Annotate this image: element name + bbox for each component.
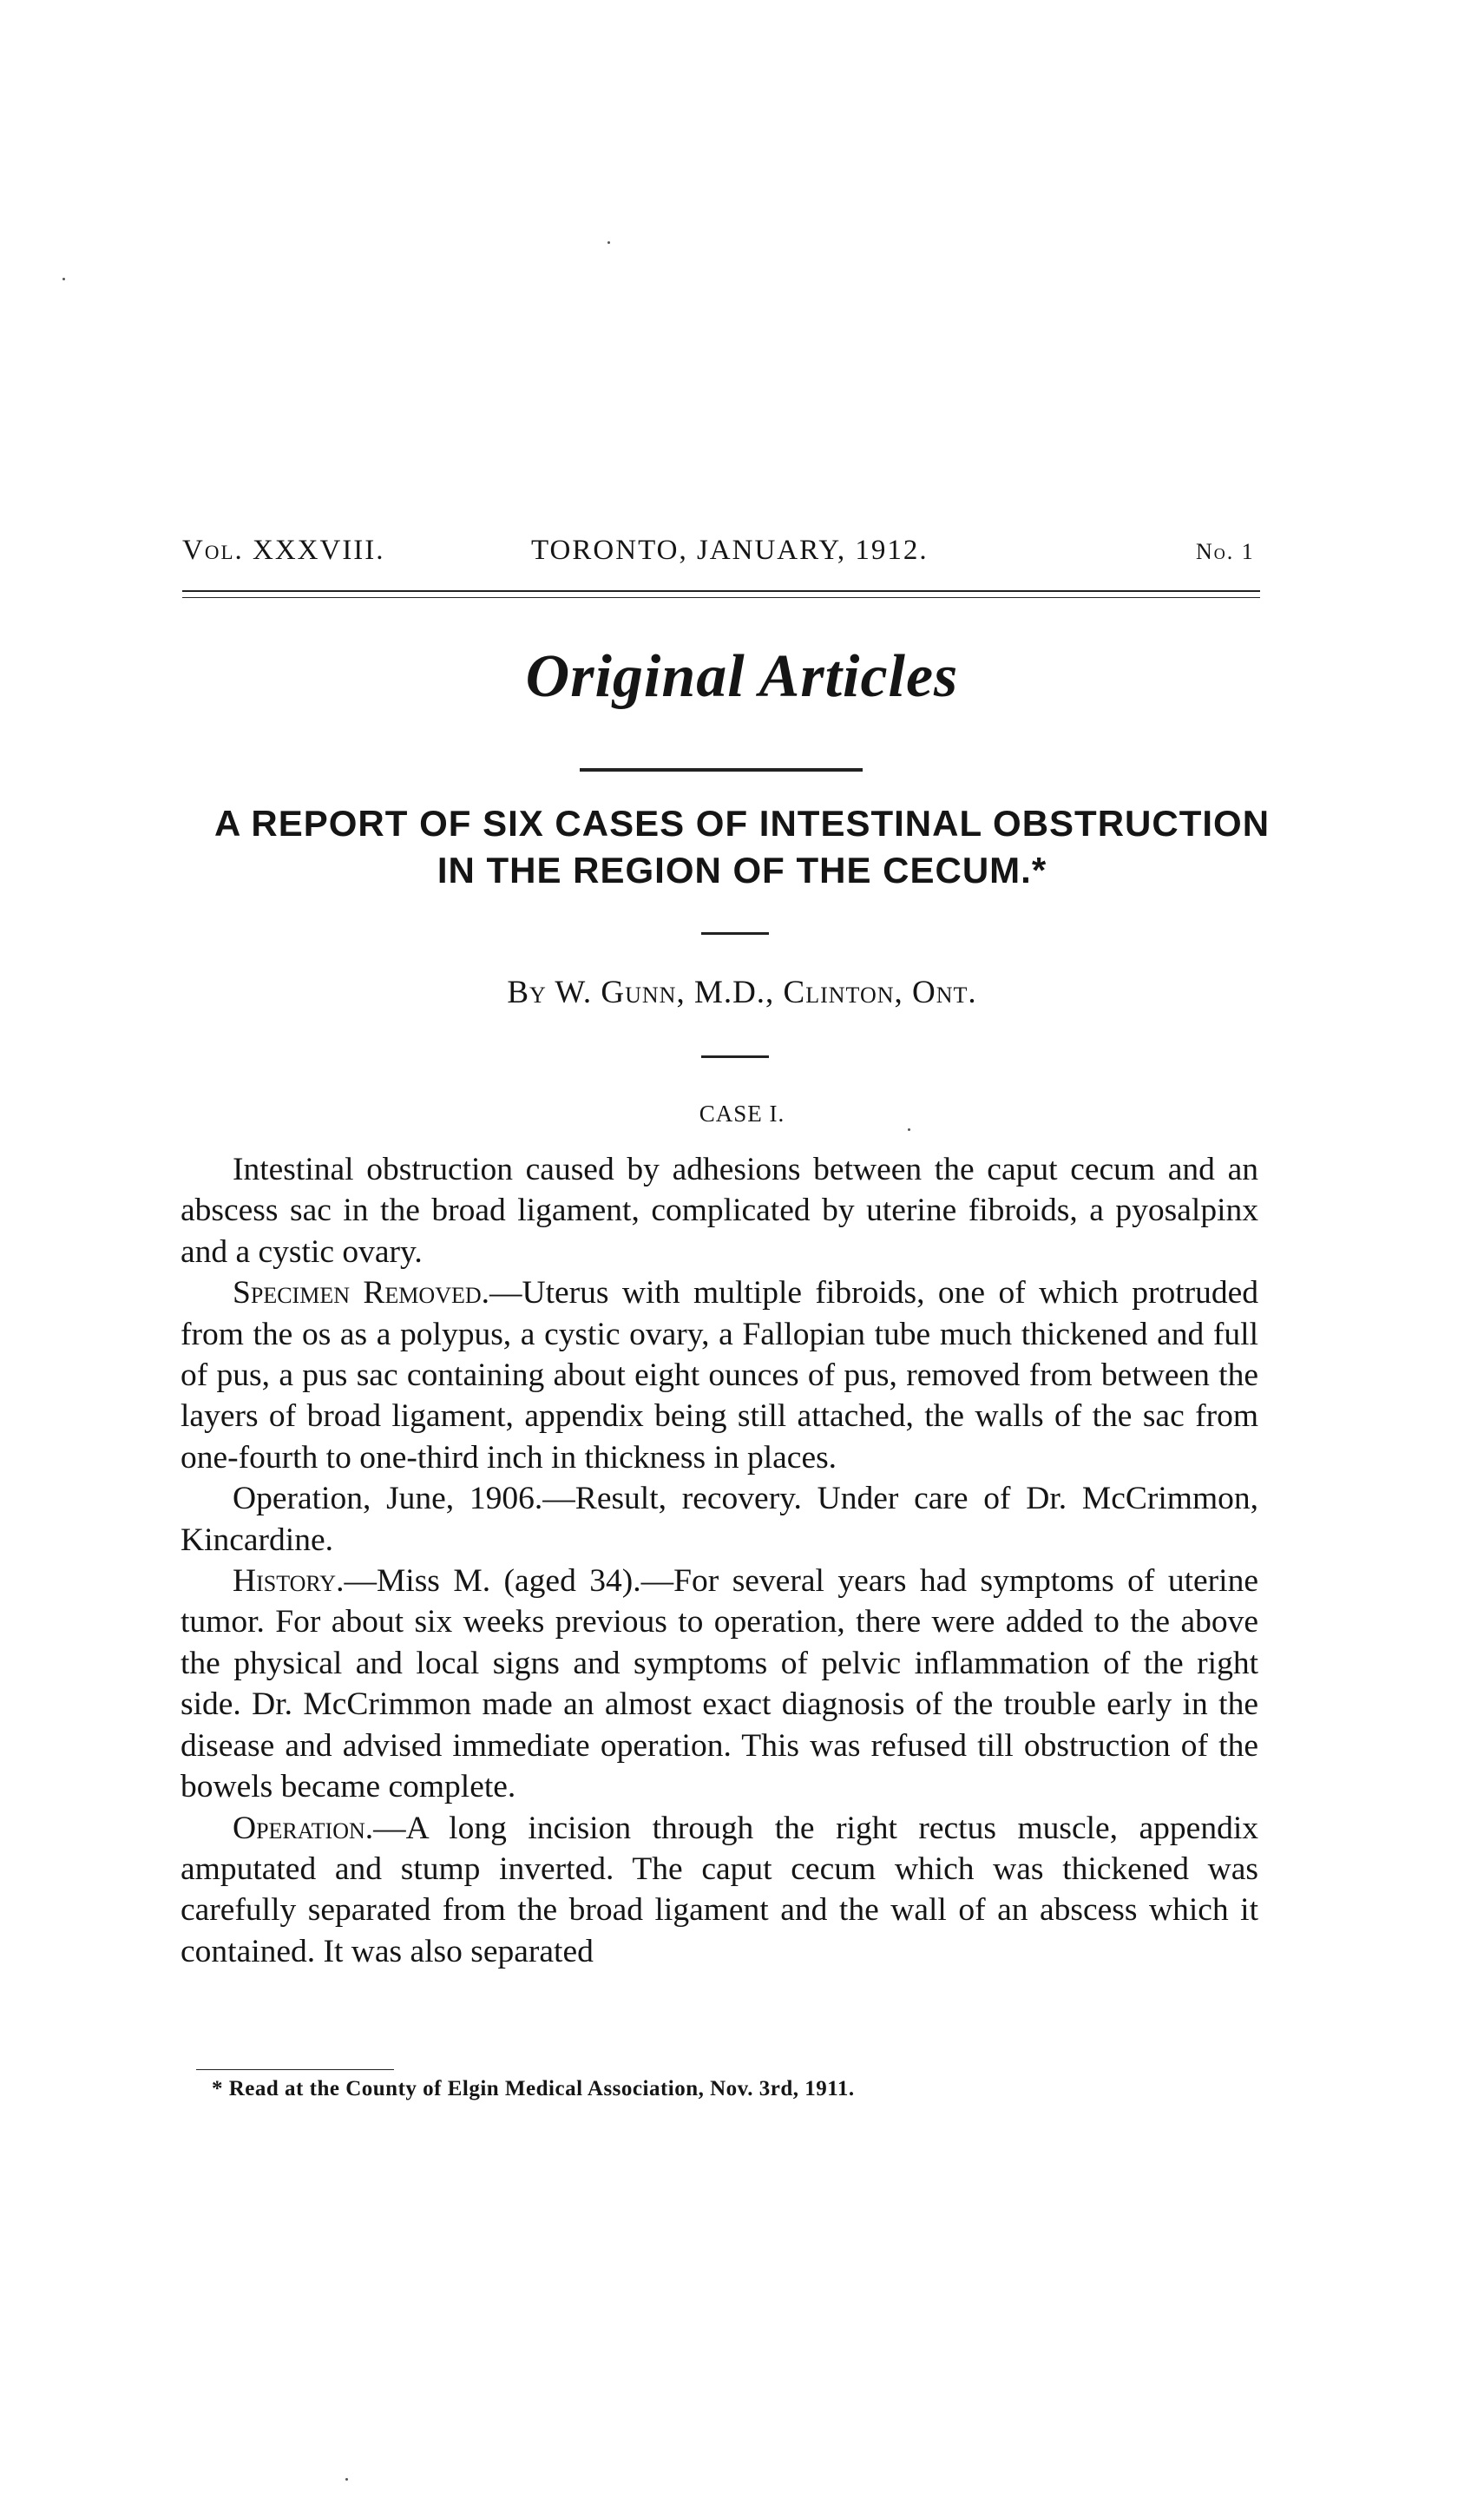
article-body <box>181 1149 1258 1972</box>
case-heading: CASE I. <box>699 1101 785 1127</box>
byline: By W. Gunn, M.D., Clinton, Ont. <box>507 975 977 1010</box>
history-label: History. <box>233 1563 345 1600</box>
scan-speck <box>607 241 610 244</box>
header-rule-bottom <box>182 597 1260 598</box>
footnote: * Read at the County of Elgin Medical Association, Nov. 3rd, 1911. <box>212 2077 855 2100</box>
intro-paragraph: Intestinal obstruction caused by adhesions between the caput cecum and an abscess sac in the broad ligament, complicated by uterine fibroids, a pyosalpinx and a cystic ovary. <box>181 1152 1258 1270</box>
volume-label: Vol. XXXVIII. <box>182 535 385 566</box>
section-title: Original Articles <box>525 643 959 710</box>
scan-speck <box>908 1128 910 1131</box>
specimen-label: Specimen Removed. <box>233 1275 490 1311</box>
scan-speck <box>345 2478 348 2481</box>
article-title <box>130 800 1354 894</box>
history-paragraph <box>181 1561 1258 1807</box>
title-rule <box>580 768 863 772</box>
operation-paragraph <box>181 1808 1258 1973</box>
article-title-line2: IN THE REGION OF THE CECUM.* <box>437 850 1047 891</box>
scan-speck <box>62 278 65 280</box>
operation-text: —A long incision through the right rectus muscle, appendix amputated and stump inverted. The caput cecum which was thickened was carefully separated from the broad ligament and the wall of an abscess which it contained. It was also separated <box>181 1810 1258 1969</box>
operation-label: Operation. <box>233 1810 374 1846</box>
issue-date: TORONTO, JANUARY, 1912. <box>531 535 929 566</box>
specimen-paragraph <box>181 1272 1258 1478</box>
history-text: —Miss M. (aged 34).—For several years had symptoms of uterine tumor. For about six weeks previous to operation, there were added to the above the physical and local signs and symptoms of pelvic inflammation of the right side. Dr. McCrimmon made an almost exact diagnosis of the trouble early in the disease and advised immediate operation. This was refused till obstruction of the bowels became complete. <box>181 1563 1258 1805</box>
header-rule-top <box>182 590 1260 592</box>
specimen-text: —Uterus with multiple fibroids, one of which protruded from the os as a polypus, a cystic ovary, a Fallopian tube much thickened and full of pus, a pus sac containing about eight ounces of pus, removed from between the layers of broad ligament, appendix being still attached, the walls of the sac from one-fourth to one-third inch in thickness in places. <box>181 1275 1259 1476</box>
operation-date-paragraph: Operation, June, 1906.—Result, recovery. Under care of Dr. McCrimmon, Kincardine. <box>181 1481 1258 1558</box>
article-title-line1: A REPORT OF SIX CASES OF INTESTINAL OBSTRUCTION <box>213 803 1271 844</box>
byline-separator-rule <box>701 1055 769 1058</box>
title-separator-rule <box>701 932 769 935</box>
footnote-rule <box>196 2069 394 2070</box>
issue-number: No. 1 <box>1196 539 1255 564</box>
